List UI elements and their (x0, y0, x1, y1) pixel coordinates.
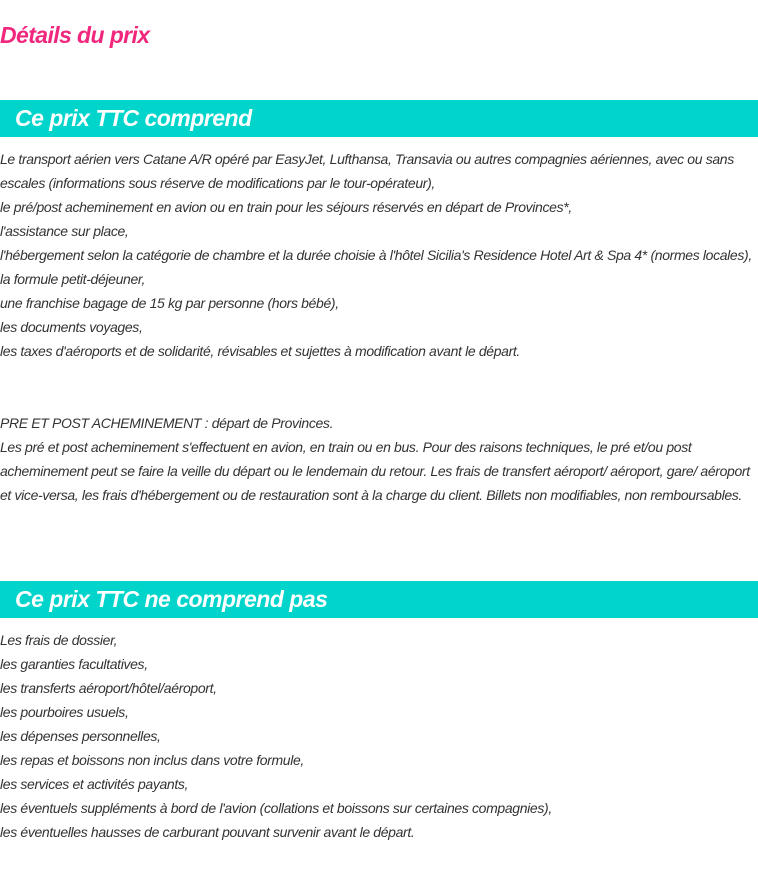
excluded-section-heading: Ce prix TTC ne comprend pas (15, 586, 328, 612)
included-section-heading: Ce prix TTC comprend (15, 105, 252, 131)
included-item: la formule petit-déjeuner, (0, 271, 145, 287)
excluded-item: les repas et boissons non inclus dans votre formule, (0, 752, 304, 768)
excluded-item: les pourboires usuels, (0, 704, 129, 720)
transfer-note-body: Les pré et post acheminement s'effectuent en avion, en train ou en bus. Pour des raisons techniques, le pré et/ou post acheminement peut se faire la veille du départ ou le lendemain du retour. Les frais de transfert aéroport/ aéroport, gare/ aéroport et vice-versa, les frais d'hébergement ou de restauration sont à la charge du client. Billets non modifiables, non remboursables. (0, 439, 750, 503)
excluded-item: les éventuelles hausses de carburant pouvant survenir avant le départ. (0, 824, 415, 840)
excluded-item: les garanties facultatives, (0, 656, 148, 672)
excluded-list (0, 628, 758, 844)
excluded-item: les éventuels suppléments à bord de l'avion (collations et boissons sur certaines compagnies), (0, 800, 552, 816)
excluded-item: les services et activités payants, (0, 776, 189, 792)
excluded-item: les transferts aéroport/hôtel/aéroport, (0, 680, 217, 696)
page-title: Détails du prix (0, 22, 150, 48)
excluded-item: les dépenses personnelles, (0, 728, 161, 744)
included-item: une franchise bagage de 15 kg par personne (hors bébé), (0, 295, 339, 311)
included-section-banner (0, 100, 758, 137)
transfer-note-title: PRE ET POST ACHEMINEMENT : départ de Provinces. (0, 415, 334, 431)
included-item: Le transport aérien vers Catane A/R opéré par EasyJet, Lufthansa, Transavia ou autres compagnies aériennes, avec ou sans escales (informations sous réserve de modifications par le tour-opérateur), (0, 151, 734, 191)
included-item: le pré/post acheminement en avion ou en train pour les séjours réservés en départ de Provinces*, (0, 199, 572, 215)
transfer-note (0, 411, 758, 507)
included-item: l'assistance sur place, (0, 223, 129, 239)
included-item: les documents voyages, (0, 319, 143, 335)
included-item: l'hébergement selon la catégorie de chambre et la durée choisie à l'hôtel Sicilia's Residence Hotel Art & Spa 4* (normes locales), (0, 247, 752, 263)
included-item: les taxes d'aéroports et de solidarité, révisables et sujettes à modification avant le départ. (0, 343, 520, 359)
excluded-item: Les frais de dossier, (0, 632, 118, 648)
excluded-section-banner (0, 581, 758, 618)
included-list (0, 147, 758, 363)
